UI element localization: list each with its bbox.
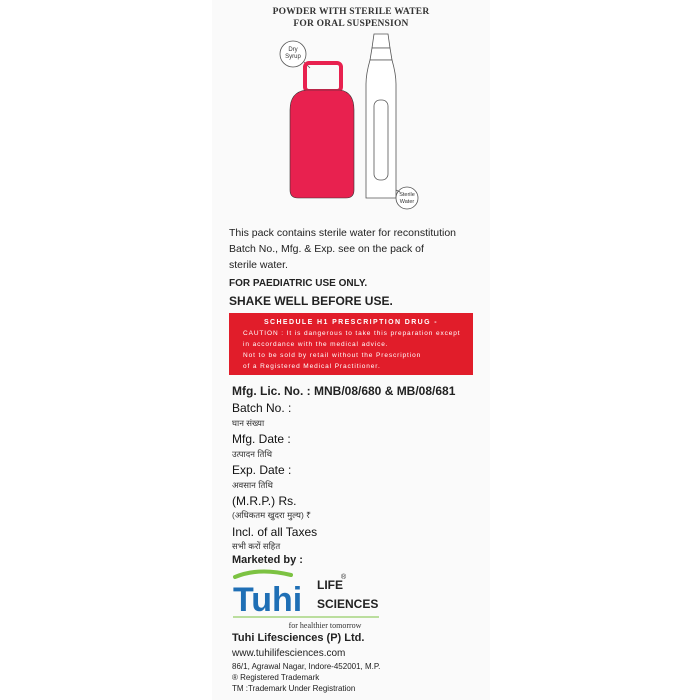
sterile-water-callout <box>396 187 418 209</box>
reconstitution-illustration <box>270 30 430 210</box>
exp-date-label-hindi: अवसान तिथि <box>232 480 273 490</box>
mfg-date-label-hindi: उत्पादन तिथि <box>232 449 273 459</box>
dry-syrup-bottle-icon <box>290 63 354 198</box>
info-line-2: Batch No., Mfg. & Exp. see on the pack of <box>229 243 424 255</box>
company-website: www.tuhilifesciences.com <box>232 648 346 659</box>
registered-trademark-note: ® Registered Trademark <box>232 673 320 682</box>
product-type-heading <box>212 6 490 30</box>
tuhi-life-sciences-logo <box>229 565 389 635</box>
schedule-h1-warning-box <box>229 313 473 375</box>
shake-warning: SHAKE WELL BEFORE USE. <box>229 294 393 308</box>
info-line-3: sterile water. <box>229 259 288 271</box>
heading-line-2: FOR ORAL SUSPENSION <box>293 19 409 29</box>
company-address: 86/1, Agrawal Nagar, Indore-452001, M.P. <box>232 662 381 671</box>
mfg-license-number: Mfg. Lic. No. : MNB/08/680 & MB/08/681 <box>232 384 456 398</box>
caution-line-2: in accordance with the medical advice. <box>243 341 389 348</box>
schedule-title: SCHEDULE H1 PRESCRIPTION DRUG - <box>263 319 439 326</box>
dry-syrup-label-2: Syrup <box>285 54 301 60</box>
exp-date-label: Exp. Date : <box>232 463 292 477</box>
logo-tagline: for healthier tomorrow <box>288 621 362 630</box>
taxes-label: Incl. of all Taxes <box>232 525 318 539</box>
caution-line-4: of a Registered Medical Practitioner. <box>243 363 381 370</box>
heading-line-1: POWDER WITH STERILE WATER <box>272 7 430 17</box>
caution-line-3: Not to be sold by retail without the Prescription <box>243 352 422 359</box>
logo-brand: Tuhi <box>233 581 303 619</box>
info-line-1: This pack contains sterile water for reconstitution <box>229 227 457 239</box>
logo-sciences: SCIENCES <box>317 597 379 611</box>
mrp-label-hindi: (अधिकतम खुदरा मुल्य) ₹ <box>232 510 312 520</box>
batch-label: Batch No. : <box>232 401 292 415</box>
sterile-water-label-1: Sterile <box>399 192 415 198</box>
dry-syrup-label-1: Dry <box>288 47 298 53</box>
sterile-water-vial-icon <box>366 34 396 198</box>
batch-label-hindi: घान संख्या <box>232 418 265 428</box>
logo-registered-mark: ® <box>341 574 347 581</box>
logo-swoosh-icon <box>235 571 291 577</box>
sterile-water-label-2: Water <box>399 199 415 205</box>
mfg-date-label: Mfg. Date : <box>232 432 291 446</box>
marketed-by-label: Marketed by : <box>232 554 303 566</box>
caution-line-1: CAUTION : It is dangerous to take this preparation except <box>243 330 461 337</box>
paediatric-warning: FOR PAEDIATRIC USE ONLY. <box>229 278 368 289</box>
logo-life: LIFE <box>317 578 343 592</box>
taxes-label-hindi: सभी करों सहित <box>232 541 281 551</box>
company-name: Tuhi Lifesciences (P) Ltd. <box>232 632 365 644</box>
mrp-label: (M.R.P.) Rs. <box>232 494 297 508</box>
trademark-note: TM :Trademark Under Registration <box>232 684 356 693</box>
